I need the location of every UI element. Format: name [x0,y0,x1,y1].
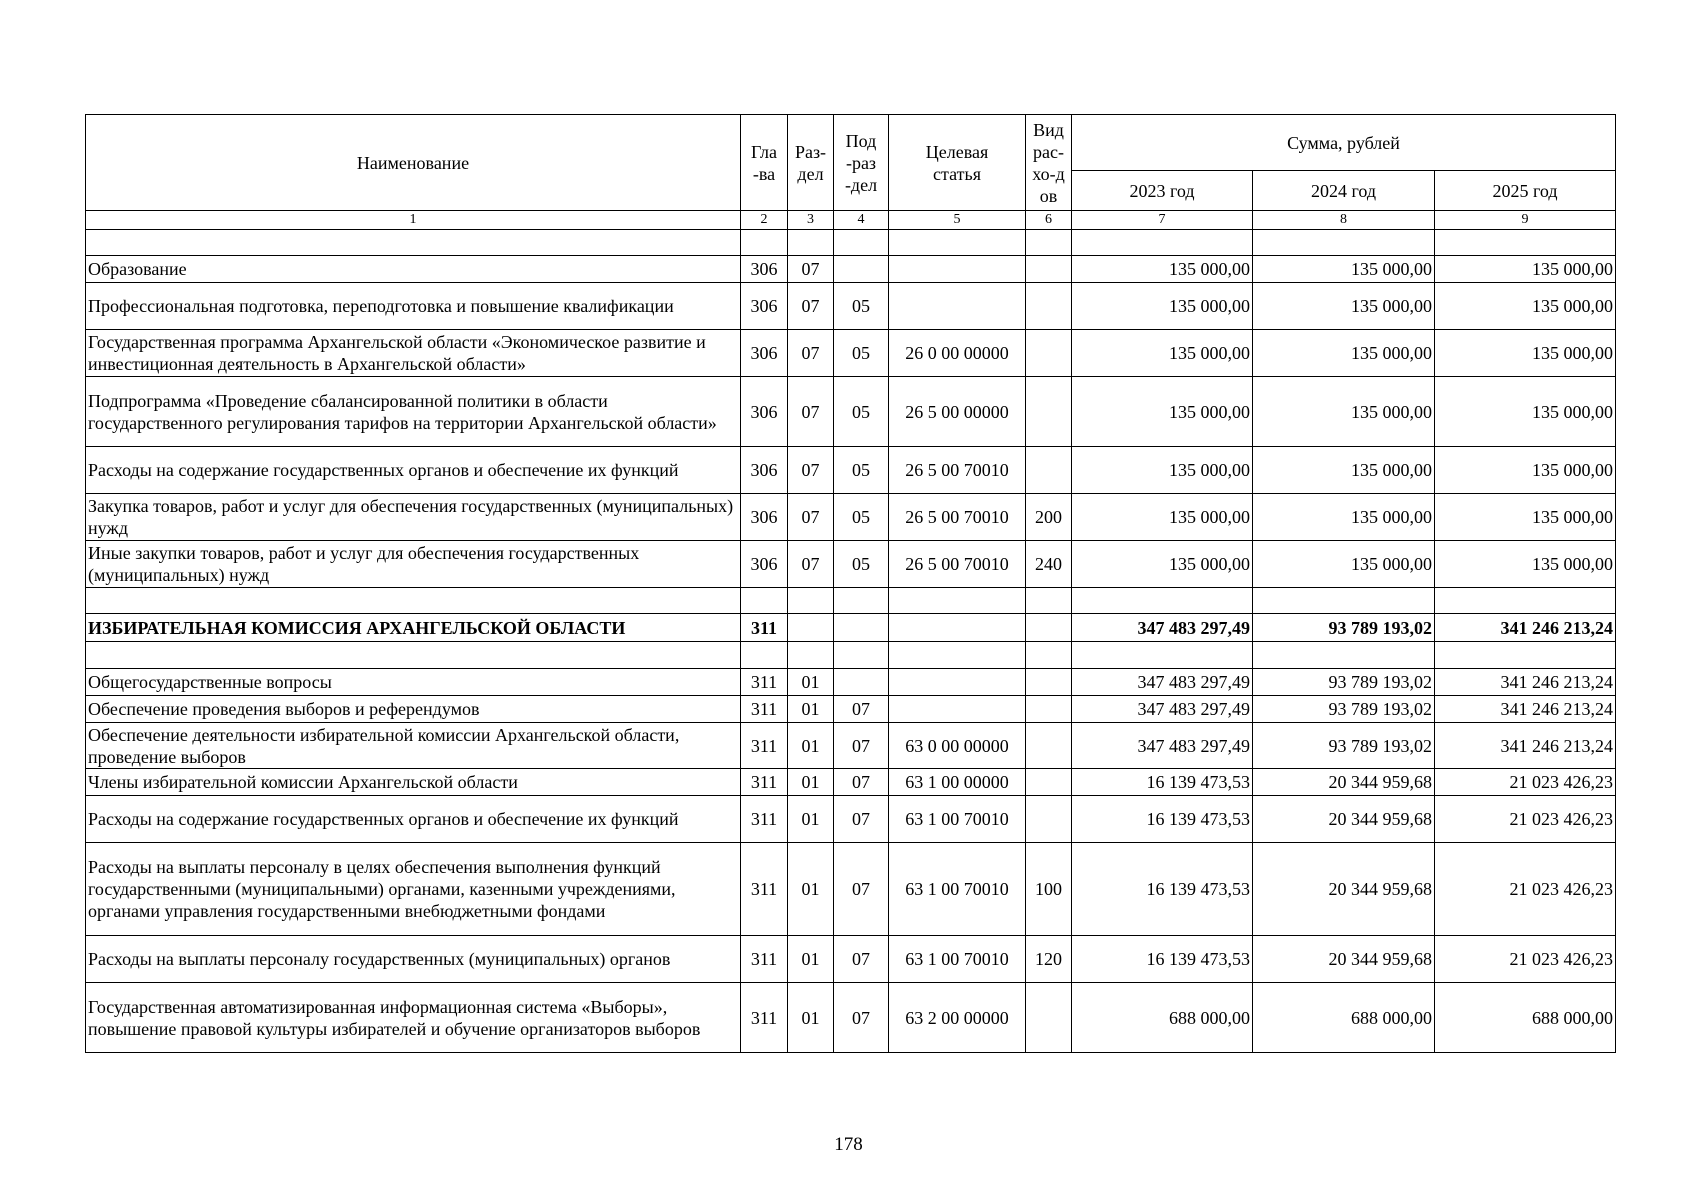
row-celevaya-statya: 26 5 00 70010 [889,447,1026,494]
row-name: Расходы на содержание государственных органов и обеспечение их функций [86,796,741,843]
row-sum-2023: 688 000,00 [1072,983,1253,1053]
row-celevaya-statya [889,642,1026,669]
row-sum-2024: 135 000,00 [1253,256,1435,283]
header-year-2025: 2025 год [1435,171,1616,211]
row-sum-2025 [1435,588,1616,614]
row-sum-2024 [1253,588,1435,614]
row-vid-raskhodov [1026,377,1072,447]
header-celevaya: Целевая статья [889,115,1026,211]
header-year-2023: 2023 год [1072,171,1253,211]
row-podrazdel [834,642,889,669]
row-sum-2024: 135 000,00 [1253,377,1435,447]
row-sum-2025: 341 246 213,24 [1435,614,1616,642]
row-glava: 306 [741,494,788,541]
row-sum-2023 [1072,230,1253,256]
row-sum-2023: 135 000,00 [1072,541,1253,588]
row-podrazdel [834,614,889,642]
row-celevaya-statya [889,669,1026,696]
column-number: 8 [1253,211,1435,230]
row-name: Расходы на содержание государственных органов и обеспечение их функций [86,447,741,494]
row-sum-2025: 135 000,00 [1435,447,1616,494]
row-name: Члены избирательной комиссии Архангельской области [86,769,741,796]
row-podrazdel: 07 [834,769,889,796]
row-celevaya-statya: 63 0 00 00000 [889,723,1026,769]
row-sum-2024: 93 789 193,02 [1253,723,1435,769]
table-row [86,377,1616,447]
row-sum-2025: 135 000,00 [1435,256,1616,283]
row-sum-2024 [1253,642,1435,669]
row-sum-2024: 135 000,00 [1253,283,1435,330]
row-sum-2025: 688 000,00 [1435,983,1616,1053]
row-sum-2024: 20 344 959,68 [1253,769,1435,796]
table-header [86,115,1616,230]
row-name [86,642,741,669]
row-sum-2023: 16 139 473,53 [1072,796,1253,843]
row-podrazdel: 05 [834,377,889,447]
row-razdel: 07 [788,377,834,447]
row-sum-2025: 341 246 213,24 [1435,669,1616,696]
row-sum-2025 [1435,642,1616,669]
row-name: ИЗБИРАТЕЛЬНАЯ КОМИССИЯ АРХАНГЕЛЬСКОЙ ОБЛАСТИ [86,614,741,642]
row-podrazdel: 07 [834,983,889,1053]
table-row [86,723,1616,769]
row-glava: 311 [741,936,788,983]
table-row [86,256,1616,283]
row-sum-2023 [1072,642,1253,669]
column-number: 1 [86,211,741,230]
header-podrazdel: Под-раз-дел [834,115,889,211]
column-number: 7 [1072,211,1253,230]
row-glava: 311 [741,614,788,642]
row-razdel: 01 [788,983,834,1053]
row-glava: 311 [741,669,788,696]
header-vid: Вид рас-хо-дов [1026,115,1072,211]
row-vid-raskhodov [1026,447,1072,494]
row-razdel: 07 [788,256,834,283]
row-podrazdel [834,588,889,614]
column-number: 5 [889,211,1026,230]
row-podrazdel: 05 [834,541,889,588]
row-razdel [788,230,834,256]
row-vid-raskhodov [1026,614,1072,642]
table-row [86,283,1616,330]
row-vid-raskhodov: 120 [1026,936,1072,983]
row-razdel: 01 [788,723,834,769]
column-number: 4 [834,211,889,230]
row-sum-2024: 688 000,00 [1253,983,1435,1053]
row-sum-2025: 135 000,00 [1435,494,1616,541]
row-sum-2023: 135 000,00 [1072,447,1253,494]
row-sum-2025: 135 000,00 [1435,541,1616,588]
row-podrazdel: 05 [834,283,889,330]
row-celevaya-statya: 63 1 00 70010 [889,936,1026,983]
row-glava: 311 [741,796,788,843]
header-year-2024: 2024 год [1253,171,1435,211]
table-row [86,843,1616,936]
row-glava [741,230,788,256]
row-podrazdel: 05 [834,447,889,494]
row-name: Государственная автоматизированная информационная система «Выборы», повышение правовой культуры избирателей и обучение организаторов выборов [86,983,741,1053]
row-podrazdel: 05 [834,494,889,541]
header-summa: Сумма, рублей [1072,115,1616,171]
row-vid-raskhodov: 240 [1026,541,1072,588]
row-sum-2023: 347 483 297,49 [1072,614,1253,642]
row-glava: 306 [741,447,788,494]
row-vid-raskhodov [1026,256,1072,283]
row-celevaya-statya [889,230,1026,256]
table-row [86,614,1616,642]
header-name: Наименование [86,115,741,211]
row-celevaya-statya [889,696,1026,723]
row-razdel: 07 [788,330,834,377]
column-number: 3 [788,211,834,230]
row-podrazdel: 07 [834,696,889,723]
row-vid-raskhodov [1026,330,1072,377]
row-sum-2023: 347 483 297,49 [1072,696,1253,723]
row-sum-2024: 135 000,00 [1253,541,1435,588]
table-row [86,447,1616,494]
row-razdel: 07 [788,283,834,330]
row-sum-2024: 20 344 959,68 [1253,936,1435,983]
row-celevaya-statya: 26 0 00 00000 [889,330,1026,377]
row-podrazdel: 07 [834,936,889,983]
budget-table [85,114,1616,1053]
row-glava: 311 [741,769,788,796]
table-row [86,330,1616,377]
table-row [86,696,1616,723]
row-glava: 306 [741,330,788,377]
row-sum-2024: 93 789 193,02 [1253,696,1435,723]
row-sum-2025: 135 000,00 [1435,283,1616,330]
row-sum-2024: 93 789 193,02 [1253,669,1435,696]
row-sum-2023: 347 483 297,49 [1072,723,1253,769]
row-name [86,230,741,256]
row-name: Государственная программа Архангельской области «Экономическое развитие и инвестиционная деятельность в Архангельской области» [86,330,741,377]
row-celevaya-statya: 63 1 00 00000 [889,769,1026,796]
table-body [86,230,1616,1053]
row-sum-2024: 20 344 959,68 [1253,843,1435,936]
row-razdel: 01 [788,769,834,796]
row-sum-2025: 341 246 213,24 [1435,696,1616,723]
row-razdel: 01 [788,796,834,843]
row-celevaya-statya: 63 1 00 70010 [889,796,1026,843]
row-razdel: 01 [788,696,834,723]
row-sum-2023: 135 000,00 [1072,377,1253,447]
row-vid-raskhodov [1026,669,1072,696]
row-glava [741,642,788,669]
row-vid-raskhodov [1026,769,1072,796]
row-podrazdel [834,256,889,283]
table-row-spacer [86,588,1616,614]
table-row [86,983,1616,1053]
column-number: 2 [741,211,788,230]
row-razdel: 01 [788,843,834,936]
row-podrazdel: 07 [834,843,889,936]
row-sum-2025: 21 023 426,23 [1435,796,1616,843]
row-glava: 311 [741,696,788,723]
row-celevaya-statya [889,614,1026,642]
row-celevaya-statya: 26 5 00 70010 [889,494,1026,541]
row-vid-raskhodov [1026,983,1072,1053]
table-row [86,936,1616,983]
row-razdel [788,588,834,614]
row-vid-raskhodov: 200 [1026,494,1072,541]
row-glava: 311 [741,723,788,769]
row-glava: 311 [741,983,788,1053]
row-sum-2023: 135 000,00 [1072,494,1253,541]
row-name: Профессиональная подготовка, переподготовка и повышение квалификации [86,283,741,330]
row-sum-2023: 16 139 473,53 [1072,769,1253,796]
row-sum-2024: 20 344 959,68 [1253,796,1435,843]
row-podrazdel [834,230,889,256]
row-name: Обеспечение деятельности избирательной комиссии Архангельской области, проведение выборов [86,723,741,769]
row-celevaya-statya: 26 5 00 70010 [889,541,1026,588]
row-sum-2025 [1435,230,1616,256]
column-number: 9 [1435,211,1616,230]
row-vid-raskhodov [1026,642,1072,669]
row-sum-2023: 16 139 473,53 [1072,936,1253,983]
row-name: Образование [86,256,741,283]
row-vid-raskhodov [1026,283,1072,330]
table-row [86,769,1616,796]
row-vid-raskhodov [1026,588,1072,614]
row-sum-2025: 135 000,00 [1435,377,1616,447]
row-sum-2024 [1253,230,1435,256]
row-celevaya-statya: 26 5 00 00000 [889,377,1026,447]
row-podrazdel [834,669,889,696]
row-glava: 311 [741,843,788,936]
row-sum-2024: 135 000,00 [1253,330,1435,377]
row-razdel: 07 [788,541,834,588]
table-row-spacer [86,642,1616,669]
row-name: Подпрограмма «Проведение сбалансированной политики в области государственного регулирования тарифов на территории Архангельской области» [86,377,741,447]
row-name: Закупка товаров, работ и услуг для обеспечения государственных (муниципальных) нужд [86,494,741,541]
row-name [86,588,741,614]
row-glava: 306 [741,256,788,283]
table-row [86,494,1616,541]
row-glava: 306 [741,283,788,330]
row-sum-2025: 21 023 426,23 [1435,769,1616,796]
row-podrazdel: 07 [834,723,889,769]
row-glava [741,588,788,614]
row-name: Иные закупки товаров, работ и услуг для обеспечения государственных (муниципальных) нужд [86,541,741,588]
row-celevaya-statya: 63 1 00 70010 [889,843,1026,936]
table-row-spacer [86,230,1616,256]
table-row [86,669,1616,696]
row-razdel: 01 [788,936,834,983]
column-number-row [86,211,1616,230]
row-razdel: 01 [788,669,834,696]
row-razdel: 07 [788,447,834,494]
header-glava: Гла-ва [741,115,788,211]
row-name: Общегосударственные вопросы [86,669,741,696]
row-sum-2023: 135 000,00 [1072,283,1253,330]
row-sum-2025: 21 023 426,23 [1435,936,1616,983]
row-sum-2025: 135 000,00 [1435,330,1616,377]
row-sum-2023: 347 483 297,49 [1072,669,1253,696]
row-sum-2025: 341 246 213,24 [1435,723,1616,769]
row-celevaya-statya [889,256,1026,283]
row-razdel [788,642,834,669]
row-name: Расходы на выплаты персоналу в целях обеспечения выполнения функций государственными (муниципальными) органами, казенными учреждениями, органами управления государственными внебюджетными фондами [86,843,741,936]
row-celevaya-statya: 63 2 00 00000 [889,983,1026,1053]
row-sum-2024: 135 000,00 [1253,494,1435,541]
row-sum-2023: 135 000,00 [1072,330,1253,377]
row-razdel: 07 [788,494,834,541]
row-name: Обеспечение проведения выборов и референдумов [86,696,741,723]
row-celevaya-statya [889,283,1026,330]
row-sum-2023: 16 139 473,53 [1072,843,1253,936]
row-vid-raskhodov [1026,796,1072,843]
row-sum-2023: 135 000,00 [1072,256,1253,283]
row-vid-raskhodov: 100 [1026,843,1072,936]
row-glava: 306 [741,377,788,447]
row-podrazdel: 05 [834,330,889,377]
row-vid-raskhodov [1026,230,1072,256]
table-row [86,796,1616,843]
row-razdel [788,614,834,642]
row-sum-2025: 21 023 426,23 [1435,843,1616,936]
header-razdel: Раз-дел [788,115,834,211]
row-vid-raskhodov [1026,696,1072,723]
table-row [86,541,1616,588]
column-number: 6 [1026,211,1072,230]
row-sum-2024: 135 000,00 [1253,447,1435,494]
row-name: Расходы на выплаты персоналу государственных (муниципальных) органов [86,936,741,983]
row-sum-2023 [1072,588,1253,614]
row-podrazdel: 07 [834,796,889,843]
row-sum-2024: 93 789 193,02 [1253,614,1435,642]
row-vid-raskhodov [1026,723,1072,769]
row-glava: 306 [741,541,788,588]
page-number: 178 [834,1134,863,1155]
row-celevaya-statya [889,588,1026,614]
